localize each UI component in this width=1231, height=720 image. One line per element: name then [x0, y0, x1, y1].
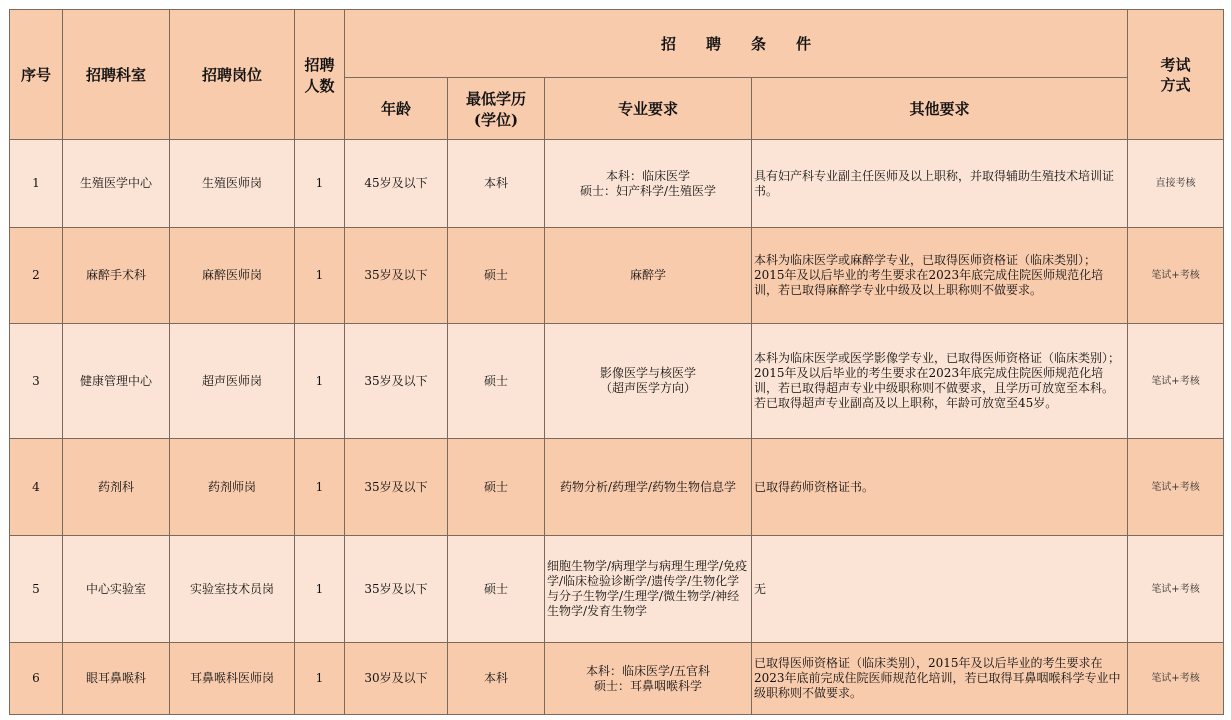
header-seq: 序号 — [10, 10, 63, 140]
cell-exam: 笔试+考核 — [1128, 536, 1224, 643]
cell-dept: 眼耳鼻喉科 — [63, 643, 170, 715]
major-line: 麻醉学 — [629, 268, 666, 282]
cell-exam: 笔试+考核 — [1128, 228, 1224, 324]
header-exam-text: 考试方式 — [1160, 55, 1191, 94]
cell-seq: 3 — [10, 324, 63, 439]
cell-age: 35岁及以下 — [345, 536, 448, 643]
major-line: 本科：临床医学 — [605, 168, 690, 183]
header-age: 年龄 — [345, 78, 448, 140]
cell-dept: 健康管理中心 — [63, 324, 170, 439]
cell-count: 1 — [295, 439, 345, 536]
cell-edu: 硕士 — [448, 228, 545, 324]
cell-dept: 麻醉手术科 — [63, 228, 170, 324]
header-position: 招聘岗位 — [170, 10, 295, 140]
cell-exam: 笔试+考核 — [1128, 439, 1224, 536]
cell-major — [545, 536, 752, 643]
cell-other: 已取得药师资格证书。 — [752, 439, 1128, 536]
cell-major — [545, 140, 752, 228]
table-row — [10, 643, 1224, 715]
cell-major — [545, 324, 752, 439]
major-line: 药物分析/药理学/药物生物信息学 — [559, 479, 737, 494]
cell-edu: 硕士 — [448, 324, 545, 439]
major-line: 细胞生物学/病理学与病理生理学/免疫学/临床检验诊断学/遗传学/生物化学与分子生物学/生理学/微生物学/神经生物学/发育生物学 — [547, 559, 748, 618]
cell-exam: 笔试+考核 — [1128, 643, 1224, 715]
table-row — [10, 439, 1224, 536]
cell-position: 药剂师岗 — [170, 439, 295, 536]
cell-seq: 1 — [10, 140, 63, 228]
recruitment-table — [9, 9, 1224, 715]
major-line: 影像医学与核医学 — [599, 366, 696, 380]
cell-seq: 5 — [10, 536, 63, 643]
header-edu-line1: 最低学历 — [465, 89, 526, 108]
cell-age: 30岁及以下 — [345, 643, 448, 715]
table-row — [10, 324, 1224, 439]
cell-count: 1 — [295, 643, 345, 715]
cell-major — [545, 228, 752, 324]
cell-seq: 6 — [10, 643, 63, 715]
cell-other: 具有妇产科专业副主任医师及以上职称，并取得辅助生殖技术培训证书。 — [752, 140, 1128, 228]
header-major: 专业要求 — [545, 78, 752, 140]
cell-position: 超声医师岗 — [170, 324, 295, 439]
major-line: 硕士：耳鼻咽喉科学 — [593, 678, 702, 693]
table-row — [10, 536, 1224, 643]
cell-exam: 笔试+考核 — [1128, 324, 1224, 439]
header-conditions: 招 聘 条 件 — [345, 10, 1128, 78]
table-row — [10, 140, 1224, 228]
cell-age: 35岁及以下 — [345, 439, 448, 536]
cell-position: 实验室技术员岗 — [170, 536, 295, 643]
cell-count: 1 — [295, 140, 345, 228]
cell-age: 45岁及以下 — [345, 140, 448, 228]
cell-edu: 本科 — [448, 643, 545, 715]
cell-other: 已取得医师资格证（临床类别），2015年及以后毕业的考生要求在2023年底前完成住院医师规范化培训，若已取得耳鼻咽喉科学专业中级职称则不做要求。 — [752, 643, 1128, 715]
cell-dept: 生殖医学中心 — [63, 140, 170, 228]
cell-age: 35岁及以下 — [345, 324, 448, 439]
table-row — [10, 228, 1224, 324]
header-count — [295, 10, 345, 140]
cell-count: 1 — [295, 228, 345, 324]
cell-position: 耳鼻喉科医师岗 — [170, 643, 295, 715]
header-other: 其他要求 — [752, 78, 1128, 140]
cell-major — [545, 643, 752, 715]
header-count-line2: 人数 — [304, 76, 335, 95]
cell-other: 本科为临床医学或麻醉学专业，已取得医师资格证（临床类别）；2015年及以后毕业的考生要求在2023年底完成住院医师规范化培训，若已取得麻醉学专业中级及以上职称则不做要求。 — [752, 228, 1128, 324]
cell-position: 生殖医师岗 — [170, 140, 295, 228]
cell-major — [545, 439, 752, 536]
header-edu-line2: (学位) — [473, 110, 519, 129]
cell-dept: 中心实验室 — [63, 536, 170, 643]
cell-position: 麻醉医师岗 — [170, 228, 295, 324]
cell-edu: 硕士 — [448, 536, 545, 643]
cell-count: 1 — [295, 536, 345, 643]
cell-count: 1 — [295, 324, 345, 439]
header-exam — [1128, 10, 1224, 140]
cell-edu: 硕士 — [448, 439, 545, 536]
cell-exam: 直接考核 — [1128, 140, 1224, 228]
cell-other: 无 — [752, 536, 1128, 643]
cell-seq: 2 — [10, 228, 63, 324]
cell-age: 35岁及以下 — [345, 228, 448, 324]
header-edu — [448, 78, 545, 140]
cell-seq: 4 — [10, 439, 63, 536]
major-line: 本科：临床医学/五官科 — [585, 663, 711, 678]
cell-other: 本科为临床医学或医学影像学专业，已取得医师资格证（临床类别）；2015年及以后毕业的考生要求在2023年底完成住院医师规范化培训，若已取得超声专业中级职称则不做要求，且学历可放宽至本科。若已取得超声专业副高及以上职称，年龄可放宽至45岁。 — [752, 324, 1128, 439]
cell-edu: 本科 — [448, 140, 545, 228]
header-dept: 招聘科室 — [63, 10, 170, 140]
header-count-line1: 招聘 — [304, 55, 335, 74]
major-line: 硕士：妇产科学/生殖医学 — [579, 183, 717, 198]
major-line: （超声医学方向） — [599, 381, 696, 395]
cell-dept: 药剂科 — [63, 439, 170, 536]
